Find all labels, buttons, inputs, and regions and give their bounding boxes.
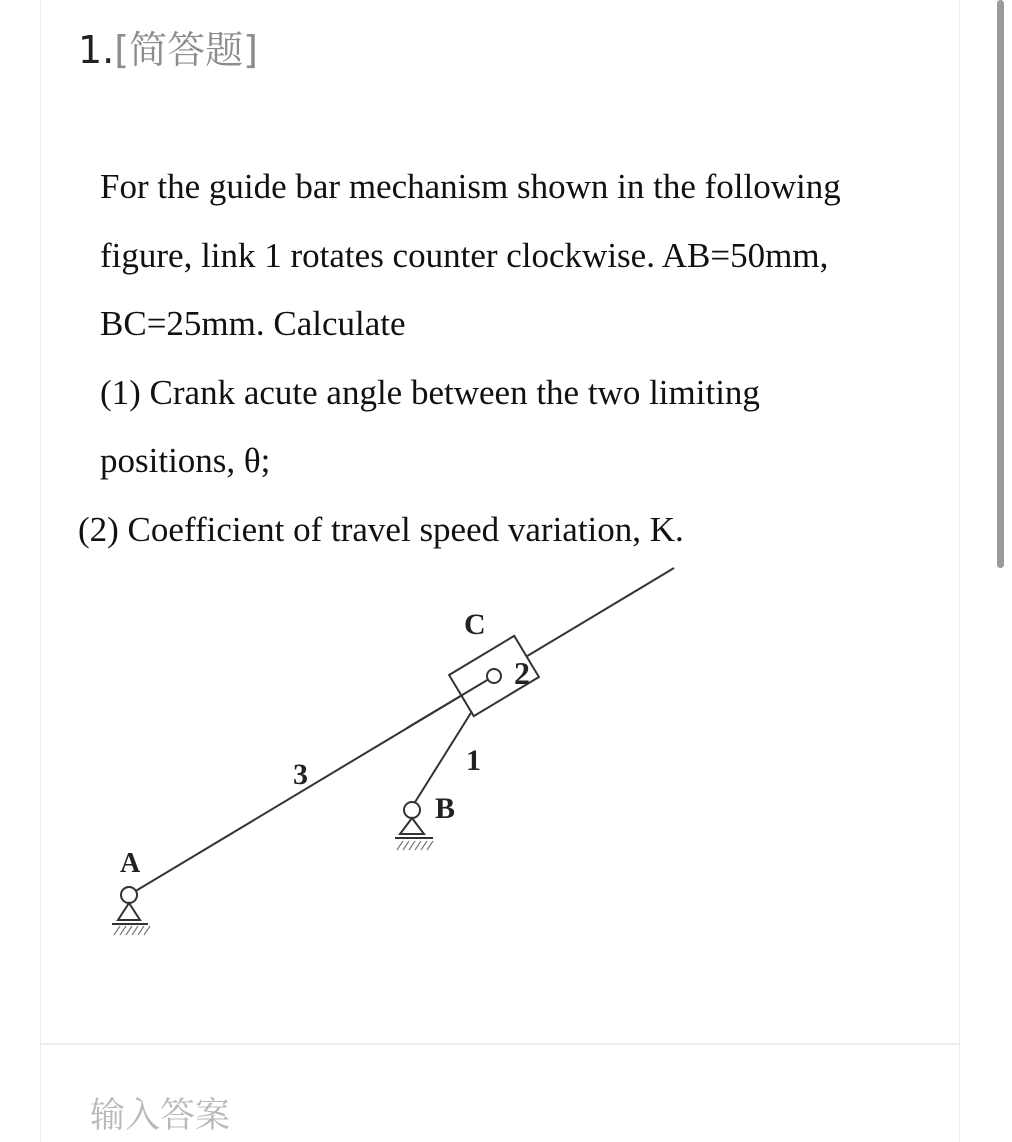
- pivot-b-support: [395, 802, 433, 850]
- question-text: [78, 153, 898, 564]
- label-a: A: [120, 848, 141, 879]
- link-3-guide-bar: [129, 568, 674, 895]
- pivot-a-support: [112, 887, 150, 935]
- label-link-2: 2: [514, 655, 530, 691]
- scrollbar-thumb[interactable]: [997, 0, 1004, 568]
- label-link-1: 1: [466, 744, 481, 777]
- label-b: B: [435, 792, 456, 825]
- question-paragraph: (2) Coefficient of travel speed variation, K.: [78, 509, 684, 549]
- question-header: [78, 22, 258, 78]
- question-type: [简答题]: [114, 28, 258, 72]
- question-number: 1.: [78, 28, 115, 72]
- mechanism-figure: [100, 560, 700, 950]
- label-c: C: [464, 608, 486, 641]
- answer-input[interactable]: [90, 1090, 930, 1142]
- label-link-3: 3: [293, 758, 308, 791]
- joint-c: [487, 669, 501, 683]
- answer-divider: [40, 1043, 960, 1045]
- question-paragraph: For the guide bar mechanism shown in the following figure, link 1 rotates counter clockwise. AB=50mm, BC=25mm. Calculate: [100, 167, 841, 343]
- question-paragraph: (1) Crank acute angle between the two limiting positions, θ;: [100, 372, 760, 480]
